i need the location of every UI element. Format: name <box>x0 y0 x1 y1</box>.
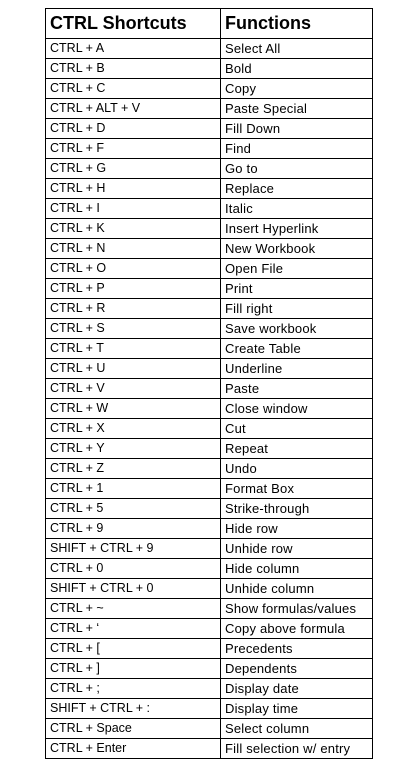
shortcut-cell: CTRL + F <box>46 139 221 159</box>
function-cell: Fill selection w/ entry <box>221 739 373 759</box>
table-row <box>46 639 373 659</box>
function-cell: Italic <box>221 199 373 219</box>
function-cell: Insert Hyperlink <box>221 219 373 239</box>
function-cell: Cut <box>221 419 373 439</box>
shortcut-cell: CTRL + D <box>46 119 221 139</box>
function-cell: Unhide column <box>221 579 373 599</box>
shortcut-cell: SHIFT + CTRL + : <box>46 699 221 719</box>
function-cell: New Workbook <box>221 239 373 259</box>
shortcut-cell: CTRL + V <box>46 379 221 399</box>
function-cell: Paste Special <box>221 99 373 119</box>
shortcut-cell: CTRL + 9 <box>46 519 221 539</box>
shortcut-cell: CTRL + G <box>46 159 221 179</box>
table-row <box>46 99 373 119</box>
shortcut-cell: CTRL + Y <box>46 439 221 459</box>
function-cell: Fill right <box>221 299 373 319</box>
function-cell: Go to <box>221 159 373 179</box>
function-cell: Save workbook <box>221 319 373 339</box>
table-row <box>46 699 373 719</box>
shortcut-cell: CTRL + B <box>46 59 221 79</box>
function-cell: Bold <box>221 59 373 79</box>
table-row <box>46 179 373 199</box>
function-cell: Paste <box>221 379 373 399</box>
shortcut-cell: CTRL + K <box>46 219 221 239</box>
shortcut-cell: CTRL + Enter <box>46 739 221 759</box>
function-cell: Create Table <box>221 339 373 359</box>
shortcut-cell: CTRL + I <box>46 199 221 219</box>
function-cell: Show formulas/values <box>221 599 373 619</box>
table-row <box>46 579 373 599</box>
table-row <box>46 59 373 79</box>
shortcut-cell: CTRL + T <box>46 339 221 359</box>
header-row <box>46 9 373 39</box>
shortcut-cell: CTRL + A <box>46 39 221 59</box>
table-row <box>46 619 373 639</box>
function-cell: Undo <box>221 459 373 479</box>
function-cell: Replace <box>221 179 373 199</box>
table-row <box>46 679 373 699</box>
shortcut-cell: CTRL + 5 <box>46 499 221 519</box>
shortcut-cell: SHIFT + CTRL + 0 <box>46 579 221 599</box>
function-cell: Close window <box>221 399 373 419</box>
function-cell: Repeat <box>221 439 373 459</box>
table-row <box>46 39 373 59</box>
header-functions: Functions <box>221 9 373 39</box>
table-row <box>46 79 373 99</box>
table-row <box>46 259 373 279</box>
shortcut-cell: CTRL + 1 <box>46 479 221 499</box>
table-row <box>46 299 373 319</box>
table-row <box>46 439 373 459</box>
shortcut-cell: CTRL + P <box>46 279 221 299</box>
table-row <box>46 739 373 759</box>
table-row <box>46 419 373 439</box>
table-row <box>46 599 373 619</box>
table-row <box>46 339 373 359</box>
shortcuts-table <box>45 8 373 759</box>
table-row <box>46 119 373 139</box>
table-row <box>46 239 373 259</box>
table-row <box>46 539 373 559</box>
table-row <box>46 379 373 399</box>
function-cell: Open File <box>221 259 373 279</box>
shortcut-cell: CTRL + Z <box>46 459 221 479</box>
shortcut-cell: CTRL + C <box>46 79 221 99</box>
function-cell: Print <box>221 279 373 299</box>
shortcut-cell: CTRL + ~ <box>46 599 221 619</box>
function-cell: Copy above formula <box>221 619 373 639</box>
table-body <box>46 39 373 759</box>
shortcut-cell: CTRL + N <box>46 239 221 259</box>
shortcut-cell: CTRL + [ <box>46 639 221 659</box>
shortcut-cell: CTRL + ] <box>46 659 221 679</box>
function-cell: Display date <box>221 679 373 699</box>
shortcut-cell: CTRL + H <box>46 179 221 199</box>
table-row <box>46 459 373 479</box>
table-row <box>46 719 373 739</box>
shortcut-cell: CTRL + Space <box>46 719 221 739</box>
function-cell: Fill Down <box>221 119 373 139</box>
function-cell: Strike-through <box>221 499 373 519</box>
table-header <box>46 9 373 39</box>
table-row <box>46 139 373 159</box>
function-cell: Underline <box>221 359 373 379</box>
header-shortcuts: CTRL Shortcuts <box>46 9 221 39</box>
shortcut-cell: CTRL + R <box>46 299 221 319</box>
table-row <box>46 659 373 679</box>
function-cell: Select All <box>221 39 373 59</box>
shortcut-cell: CTRL + O <box>46 259 221 279</box>
function-cell: Select column <box>221 719 373 739</box>
function-cell: Format Box <box>221 479 373 499</box>
table-row <box>46 359 373 379</box>
shortcut-cell: CTRL + ALT + V <box>46 99 221 119</box>
function-cell: Dependents <box>221 659 373 679</box>
function-cell: Hide row <box>221 519 373 539</box>
table-row <box>46 479 373 499</box>
table-row <box>46 219 373 239</box>
shortcut-cell: CTRL + S <box>46 319 221 339</box>
table-row <box>46 199 373 219</box>
table-row <box>46 519 373 539</box>
shortcut-cell: CTRL + ‘ <box>46 619 221 639</box>
function-cell: Unhide row <box>221 539 373 559</box>
function-cell: Find <box>221 139 373 159</box>
shortcut-cell: CTRL + ; <box>46 679 221 699</box>
shortcut-cell: SHIFT + CTRL + 9 <box>46 539 221 559</box>
function-cell: Hide column <box>221 559 373 579</box>
function-cell: Display time <box>221 699 373 719</box>
table-row <box>46 399 373 419</box>
table-row <box>46 499 373 519</box>
table-row <box>46 279 373 299</box>
shortcut-cell: CTRL + 0 <box>46 559 221 579</box>
function-cell: Precedents <box>221 639 373 659</box>
function-cell: Copy <box>221 79 373 99</box>
shortcut-cell: CTRL + X <box>46 419 221 439</box>
table-row <box>46 319 373 339</box>
table-row <box>46 559 373 579</box>
table-row <box>46 159 373 179</box>
shortcut-cell: CTRL + W <box>46 399 221 419</box>
shortcut-cell: CTRL + U <box>46 359 221 379</box>
